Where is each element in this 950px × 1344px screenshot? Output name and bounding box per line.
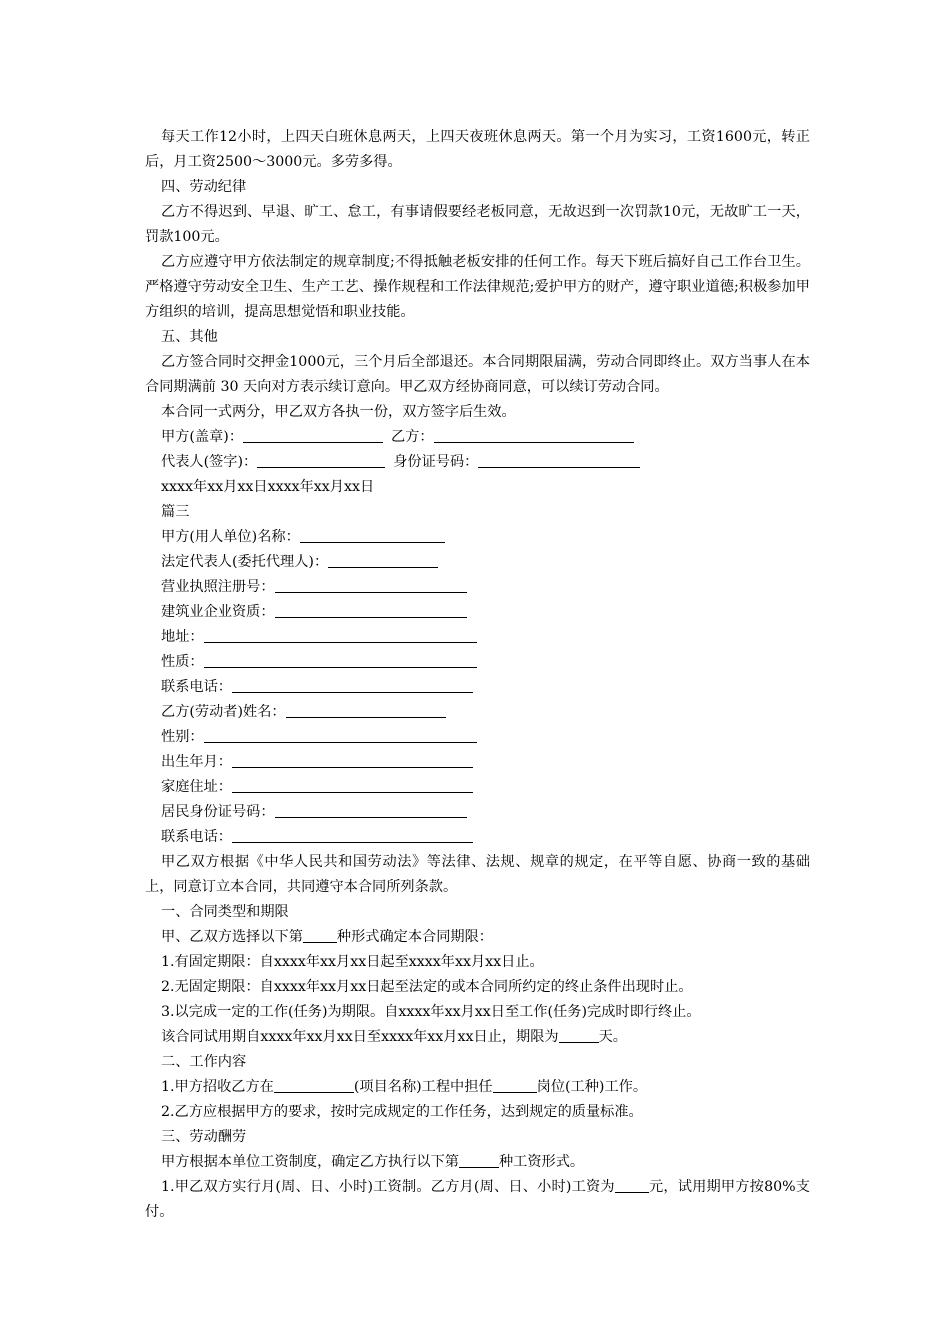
section-heading-other: 五、其他	[161, 329, 218, 345]
heading-remuneration: 三、劳动酬劳	[161, 1129, 247, 1145]
field-qualification: 建筑业企业资质：	[145, 600, 810, 625]
copies-paragraph: 本合同一式两分，甲乙双方各执一份，双方签字后生效。	[161, 404, 516, 420]
deposit-paragraph: 乙方签合同时交押金1000元，三个月后全部退还。本合同期限届满，劳动合同即终止。双方当事人在本合同期满前 30 天向对方表示续订意向。甲乙双方经协商同意，可以续订劳动合同。	[145, 354, 810, 395]
party-b-label: 乙方：	[391, 429, 434, 445]
blank-line	[493, 1076, 537, 1093]
representative-label: 代表人(签字)：	[161, 454, 258, 470]
blank-line	[328, 551, 438, 568]
heading-work-content: 二、工作内容	[161, 1054, 247, 1070]
signature-line-parties	[145, 425, 810, 450]
id-number-label: 身份证号码：	[393, 454, 479, 470]
field-gender: 性别：	[145, 725, 810, 750]
blank-line	[204, 626, 477, 643]
blank-line	[275, 576, 467, 593]
contract-intro-paragraph: 甲乙双方根据《中华人民共和国劳动法》等法律、法规、规章的规定，在平等自愿、协商一致的基础上，同意订立本合同，共同遵守本合同所列条款。	[145, 854, 810, 895]
blank-line	[275, 601, 467, 618]
work-assignment-clause: 1.甲方招收乙方在 (项目名称)工程中担任 岗位(工种)工作。	[145, 1075, 810, 1100]
party-a-label: 甲方(盖章)：	[161, 429, 244, 445]
blank-line	[615, 1176, 649, 1193]
field-legal-representative: 法定代表人(委托代理人)：	[145, 550, 810, 575]
fixed-term-clause: 1.有固定期限：自xxxx年xx月xx日起至xxxx年xx月xx日止。	[161, 954, 544, 970]
representative-blank	[257, 451, 385, 468]
field-employee-phone: 联系电话：	[145, 825, 810, 850]
section-three-title: 篇三	[161, 504, 190, 520]
blank-line	[286, 701, 446, 718]
task-term-clause: 3.以完成一定的工作(任务)为期限。自xxxx年xx月xx日至工作(任务)完成时即行终止。	[161, 1004, 701, 1020]
field-id-card: 居民身份证号码：	[145, 800, 810, 825]
party-a-blank	[243, 426, 383, 443]
probation-clause: 该合同试用期自xxxx年xx月xx日至xxxx年xx月xx日止，期限为 天。	[145, 1025, 810, 1050]
field-employer-phone: 联系电话：	[145, 675, 810, 700]
party-b-blank	[434, 426, 634, 443]
field-employer-name: 甲方(用人单位)名称：	[145, 525, 810, 550]
field-employee-name: 乙方(劳动者)姓名：	[145, 700, 810, 725]
field-birth-date: 出生年月：	[145, 750, 810, 775]
heading-contract-type: 一、合同类型和期限	[161, 904, 289, 920]
blank-line	[232, 751, 473, 768]
field-home-address: 家庭住址：	[145, 775, 810, 800]
blank-line	[232, 776, 473, 793]
blank-line	[300, 526, 445, 543]
id-number-blank	[478, 451, 640, 468]
contract-document	[145, 125, 810, 1225]
rules-paragraph: 乙方应遵守甲方依法制定的规章制度;不得抵触老板安排的任何工作。每天下班后搞好自己工作台卫生。严格遵守劳动安全卫生、生产工艺、操作规程和工作法律规范;爱护甲方的财产，遵守职业道德;积极参加甲方组织的培训，提高思想觉悟和职业技能。	[145, 254, 810, 320]
blank-line	[275, 801, 467, 818]
blank-line	[303, 926, 337, 943]
blank-line	[232, 826, 473, 843]
discipline-paragraph: 乙方不得迟到、早退、旷工、怠工，有事请假要经老板同意，无故迟到一次罚款10元，无故旷工一天，罚款100元。	[145, 204, 810, 245]
contract-form-choice: 甲、乙双方选择以下第 种形式确定本合同期限：	[145, 925, 810, 950]
field-address: 地址：	[145, 625, 810, 650]
work-schedule-paragraph: 每天工作12小时，上四天白班休息两天，上四天夜班休息两天。第一个月为实习，工资1600元，转正后，月工资2500～3000元。多劳多得。	[145, 129, 810, 170]
field-nature: 性质：	[145, 650, 810, 675]
blank-line	[559, 1026, 599, 1043]
blank-line	[204, 726, 477, 743]
signature-line-representative	[145, 450, 810, 475]
signature-dates: xxxx年xx月xx日xxxx年xx月xx日	[161, 479, 375, 495]
wage-form-clause: 甲方根据本单位工资制度，确定乙方执行以下第 种工资形式。	[145, 1150, 810, 1175]
open-term-clause: 2.无固定期限：自xxxx年xx月xx日起至法定的或本合同所约定的终止条件出现时止。	[161, 979, 693, 995]
section-heading-discipline: 四、劳动纪律	[161, 179, 247, 195]
field-license-number: 营业执照注册号：	[145, 575, 810, 600]
wage-amount-clause: 1.甲乙双方实行月(周、日、小时)工资制。乙方月(周、日、小时)工资为 元，试用期甲方按80%支付。	[145, 1175, 810, 1225]
blank-line	[232, 676, 473, 693]
blank-line	[204, 651, 477, 668]
blank-line	[459, 1151, 499, 1168]
work-quality-clause: 2.乙方应根据甲方的要求，按时完成规定的工作任务，达到规定的质量标准。	[161, 1104, 643, 1120]
blank-line	[274, 1076, 354, 1093]
